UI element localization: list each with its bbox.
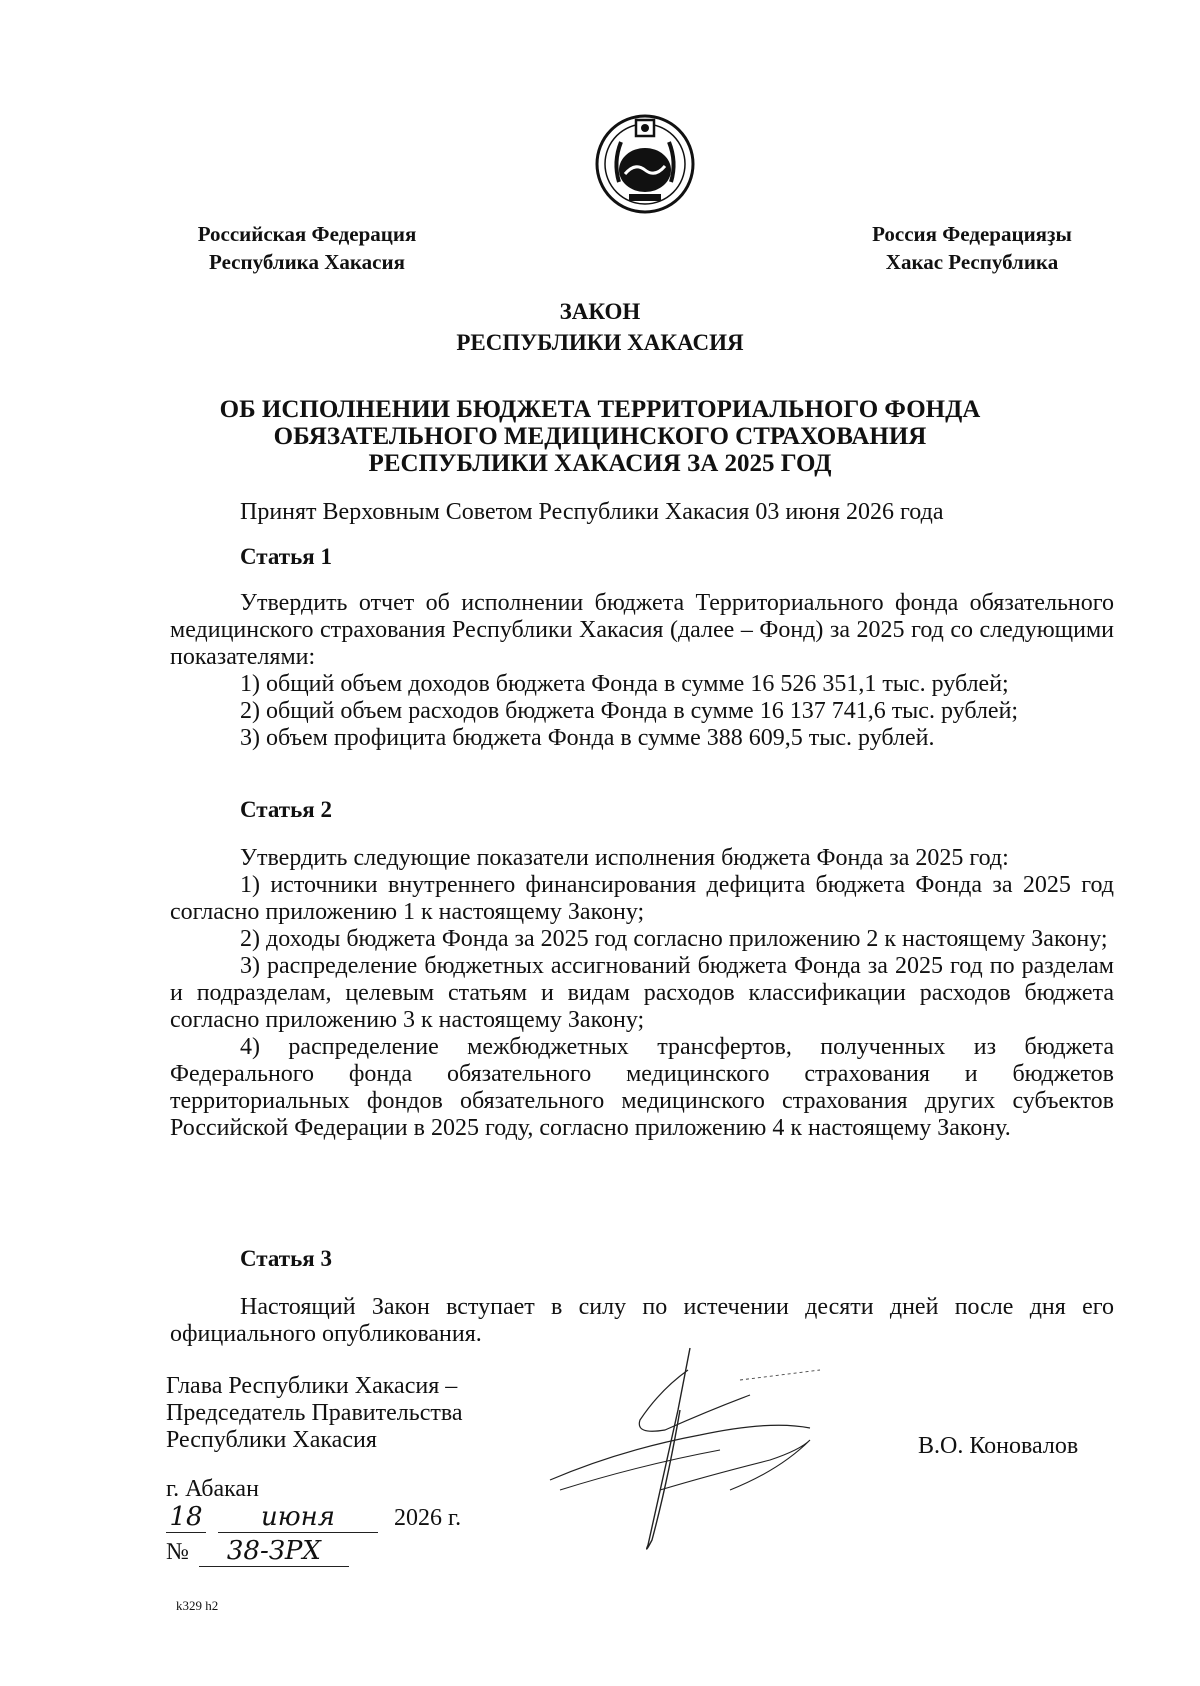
article-2-item-4: 4) распределение межбюджетных трансфертов, полученных из бюджета Федерального фонда обязательного медицинского страхования и бюджетов территориальных фондов обязательного медицинского страхования других субъектов Российской Федерации в 2025 году, согласно приложению 4 к настоящему Закону. — [170, 1034, 1114, 1141]
header-left — [182, 220, 432, 276]
adoption-note: Принят Верховным Советом Республики Хакасия 03 июня 2026 года — [240, 499, 944, 525]
place-of-signing: г. Абакан — [166, 1476, 259, 1502]
law-number-value: 38-ЗРХ — [199, 1536, 349, 1567]
date-year: 2026 г. — [394, 1505, 462, 1531]
signatory-name: В.О. Коновалов — [918, 1433, 1079, 1459]
article-3-heading: Статья 3 — [240, 1246, 332, 1271]
header-right-line-1: Россия Федерацияҙы — [872, 222, 1072, 246]
law-number — [166, 1536, 349, 1566]
article-2-item-1: 1) источники внутреннего финансирования дефицита бюджета Фонда за 2025 год согласно приложению 1 к настоящему Закону; — [170, 872, 1114, 925]
law-title — [0, 296, 1200, 358]
article-2-paragraph: Утвердить следующие показатели исполнения бюджета Фонда за 2025 год: — [240, 845, 1009, 871]
law-subject-line-3: РЕСПУБЛИКИ ХАКАСИЯ ЗА 2025 ГОД — [368, 450, 832, 477]
article-1-body — [170, 590, 1114, 752]
header-right — [852, 220, 1092, 276]
article-2-item-3: 3) распределение бюджетных ассигнований бюджета Фонда за 2025 год по разделам и подразделам, целевым статьям и видам расходов классификации расходов бюджета согласно приложению 3 к настоящему Закону; — [170, 953, 1114, 1033]
article-1-paragraph: Утвердить отчет об исполнении бюджета Территориального фонда обязательного медицинского страхования Республики Хакасия (далее – Фонд) за 2025 год со следующими показателями: — [170, 590, 1114, 670]
article-1-item-3: 3) объем профицита бюджета Фонда в сумме 388 609,5 тыс. рублей. — [240, 725, 935, 751]
date-month: июня — [218, 1502, 378, 1533]
law-subject-line-2: ОБЯЗАТЕЛЬНОГО МЕДИЦИНСКОГО СТРАХОВАНИЯ — [273, 423, 927, 450]
article-2-body — [170, 845, 1114, 1142]
signing-date — [166, 1502, 461, 1532]
coat-of-arms-emblem — [589, 112, 701, 216]
law-subject-line-1: ОБ ИСПОЛНЕНИИ БЮДЖЕТА ТЕРРИТОРИАЛЬНОГО ФОНДА — [219, 396, 981, 423]
header-right-line-2: Хакас Республика — [885, 250, 1059, 274]
signatory-title — [166, 1373, 463, 1454]
article-1-heading: Статья 1 — [240, 544, 332, 569]
signatory-title-line-1: Глава Республики Хакасия – — [166, 1373, 458, 1399]
article-1-item-2: 2) общий объем расходов бюджета Фонда в сумме 16 137 741,6 тыс. рублей; — [240, 698, 1019, 724]
handwritten-signature — [540, 1340, 840, 1560]
article-2-item-2: 2) доходы бюджета Фонда за 2025 год согласно приложению 2 к настоящему Закону; — [240, 926, 1108, 952]
law-title-line-1: ЗАКОН — [559, 299, 641, 324]
signatory-title-line-2: Председатель Правительства — [166, 1400, 463, 1426]
article-1-item-1: 1) общий объем доходов бюджета Фонда в сумме 16 526 351,1 тыс. рублей; — [240, 671, 1009, 697]
article-2-heading: Статья 2 — [240, 797, 332, 822]
law-subject — [0, 396, 1200, 477]
header-left-line-1: Российская Федерация — [197, 222, 417, 246]
article-3-paragraph: Настоящий Закон вступает в силу по истечении десяти дней после дня его официального опубликования. — [170, 1294, 1114, 1347]
header-left-line-2: Республика Хакасия — [209, 250, 405, 274]
law-title-line-2: РЕСПУБЛИКИ ХАКАСИЯ — [456, 330, 744, 355]
document-code: k329 h2 — [176, 1598, 219, 1613]
law-number-label: № — [166, 1539, 189, 1565]
signatory-title-line-3: Республики Хакасия — [166, 1427, 377, 1453]
date-day: 18 — [166, 1502, 206, 1533]
